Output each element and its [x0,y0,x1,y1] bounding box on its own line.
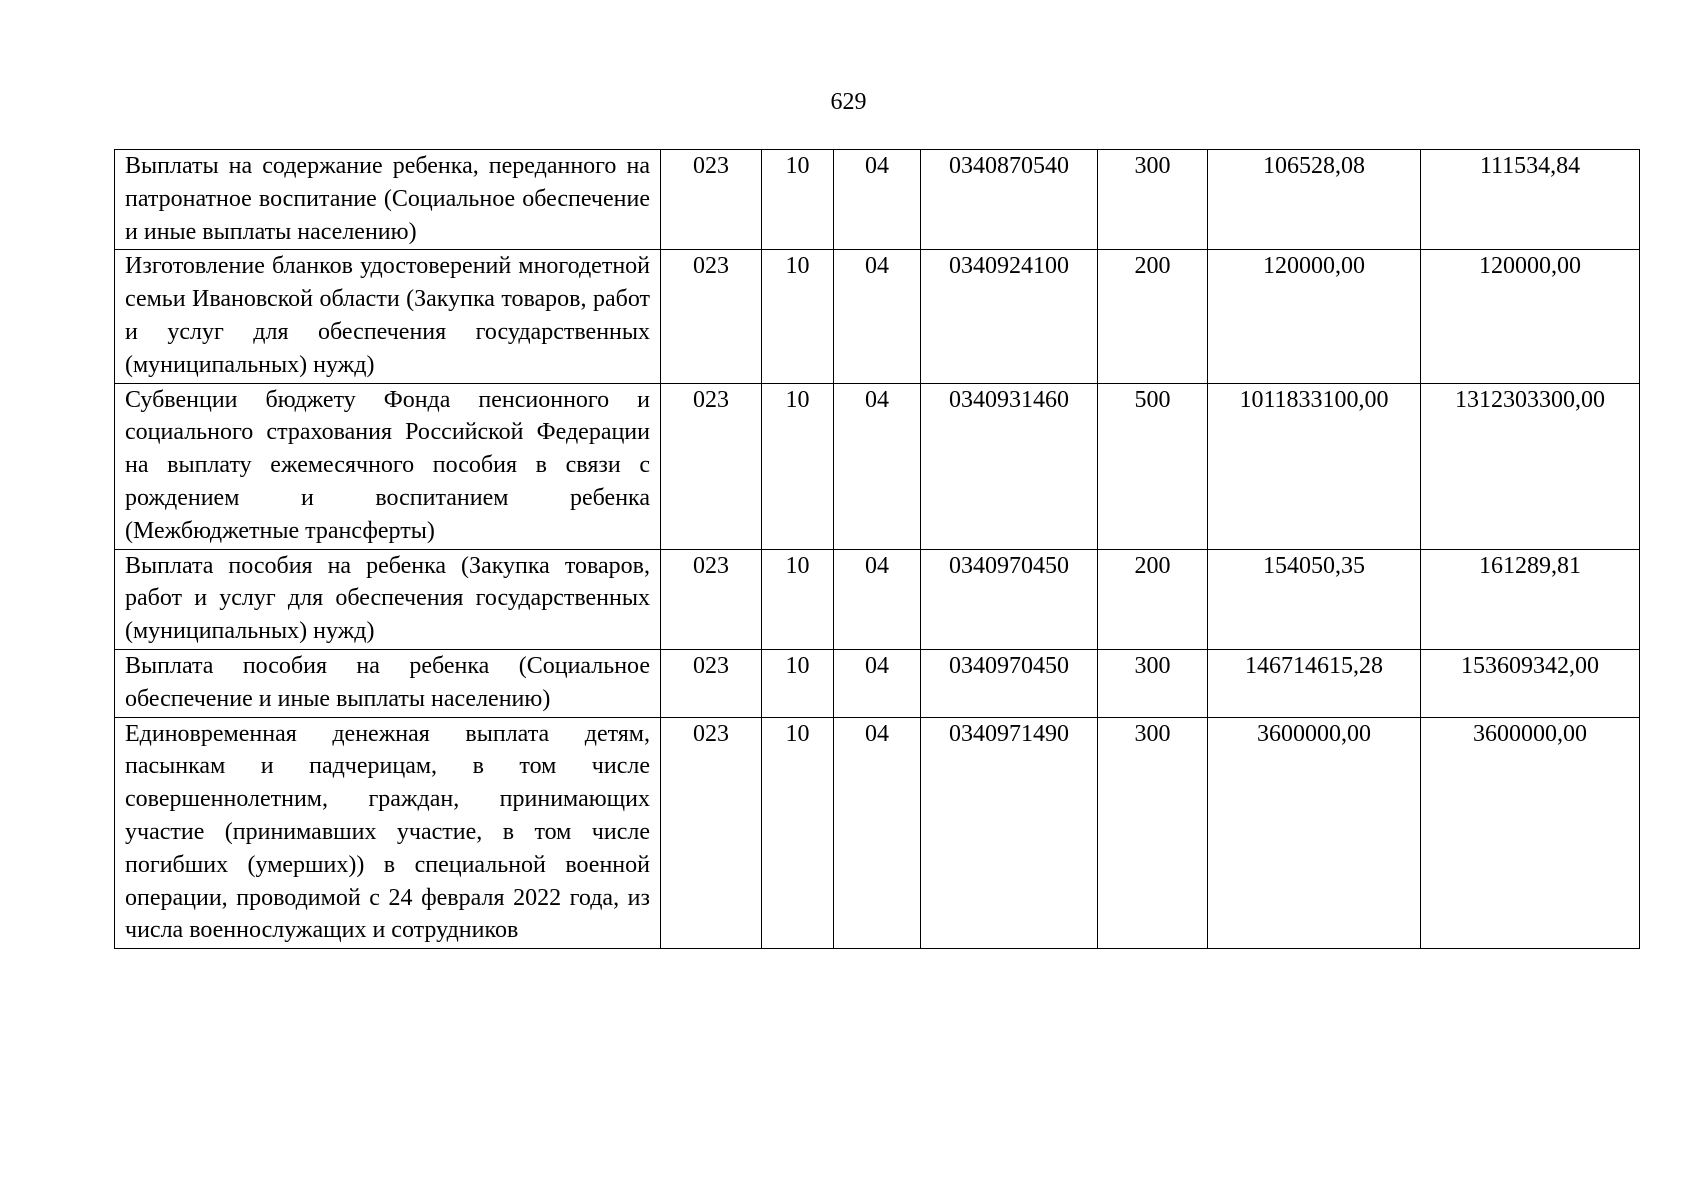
department-code: 023 [661,649,762,717]
subsection-code: 04 [834,549,921,649]
section-code: 10 [762,717,834,949]
expense-type-code: 300 [1098,717,1208,949]
section-code: 10 [762,549,834,649]
expense-type-code: 200 [1098,549,1208,649]
page-number: 629 [830,89,867,115]
amount-second-year: 120000,00 [1421,250,1640,383]
amount-second-year: 153609342,00 [1421,649,1640,717]
amount-first-year: 120000,00 [1208,250,1421,383]
department-code: 023 [661,250,762,383]
row-description: Единовременная денежная выплата детям, пасынкам и падчерицам, в том числе совершеннолетним, граждан, принимающих участие (принимавших участие, в том числе погибших (умерших)) в специальной военной операции, проводимой с 24 февраля 2022 года, из числа военнослужащих и сотрудников [115,717,661,949]
amount-first-year: 154050,35 [1208,549,1421,649]
amount-second-year: 3600000,00 [1421,717,1640,949]
department-code: 023 [661,383,762,549]
expense-type-code: 300 [1098,649,1208,717]
target-item-code: 0340970450 [921,649,1098,717]
subsection-code: 04 [834,717,921,949]
table-row [115,150,1640,250]
budget-table [114,149,1640,949]
table-row [115,717,1640,949]
target-item-code: 0340970450 [921,549,1098,649]
expense-type-code: 300 [1098,150,1208,250]
amount-second-year: 1312303300,00 [1421,383,1640,549]
row-description: Выплата пособия на ребенка (Закупка товаров, работ и услуг для обеспечения государственных (муниципальных) нужд) [115,549,661,649]
amount-first-year: 3600000,00 [1208,717,1421,949]
amount-first-year: 1011833100,00 [1208,383,1421,549]
table-row [115,549,1640,649]
expense-type-code: 500 [1098,383,1208,549]
department-code: 023 [661,549,762,649]
target-item-code: 0340971490 [921,717,1098,949]
section-code: 10 [762,383,834,549]
subsection-code: 04 [834,150,921,250]
expense-type-code: 200 [1098,250,1208,383]
department-code: 023 [661,717,762,949]
department-code: 023 [661,150,762,250]
amount-first-year: 146714615,28 [1208,649,1421,717]
table-row [115,649,1640,717]
subsection-code: 04 [834,649,921,717]
amount-second-year: 161289,81 [1421,549,1640,649]
amount-first-year: 106528,08 [1208,150,1421,250]
target-item-code: 0340924100 [921,250,1098,383]
table-row [115,250,1640,383]
section-code: 10 [762,250,834,383]
section-code: 10 [762,649,834,717]
target-item-code: 0340931460 [921,383,1098,549]
row-description: Субвенции бюджету Фонда пенсионного и социального страхования Российской Федерации на выплату ежемесячного пособия в связи с рождением и воспитанием ребенка (Межбюджетные трансферты) [115,383,661,549]
row-description: Выплаты на содержание ребенка, переданного на патронатное воспитание (Социальное обеспечение и иные выплаты населению) [115,150,661,250]
row-description: Выплата пособия на ребенка (Социальное обеспечение и иные выплаты населению) [115,649,661,717]
table-row [115,383,1640,549]
amount-second-year: 111534,84 [1421,150,1640,250]
target-item-code: 0340870540 [921,150,1098,250]
row-description: Изготовление бланков удостоверений многодетной семьи Ивановской области (Закупка товаров, работ и услуг для обеспечения государственных (муниципальных) нужд) [115,250,661,383]
subsection-code: 04 [834,383,921,549]
subsection-code: 04 [834,250,921,383]
section-code: 10 [762,150,834,250]
